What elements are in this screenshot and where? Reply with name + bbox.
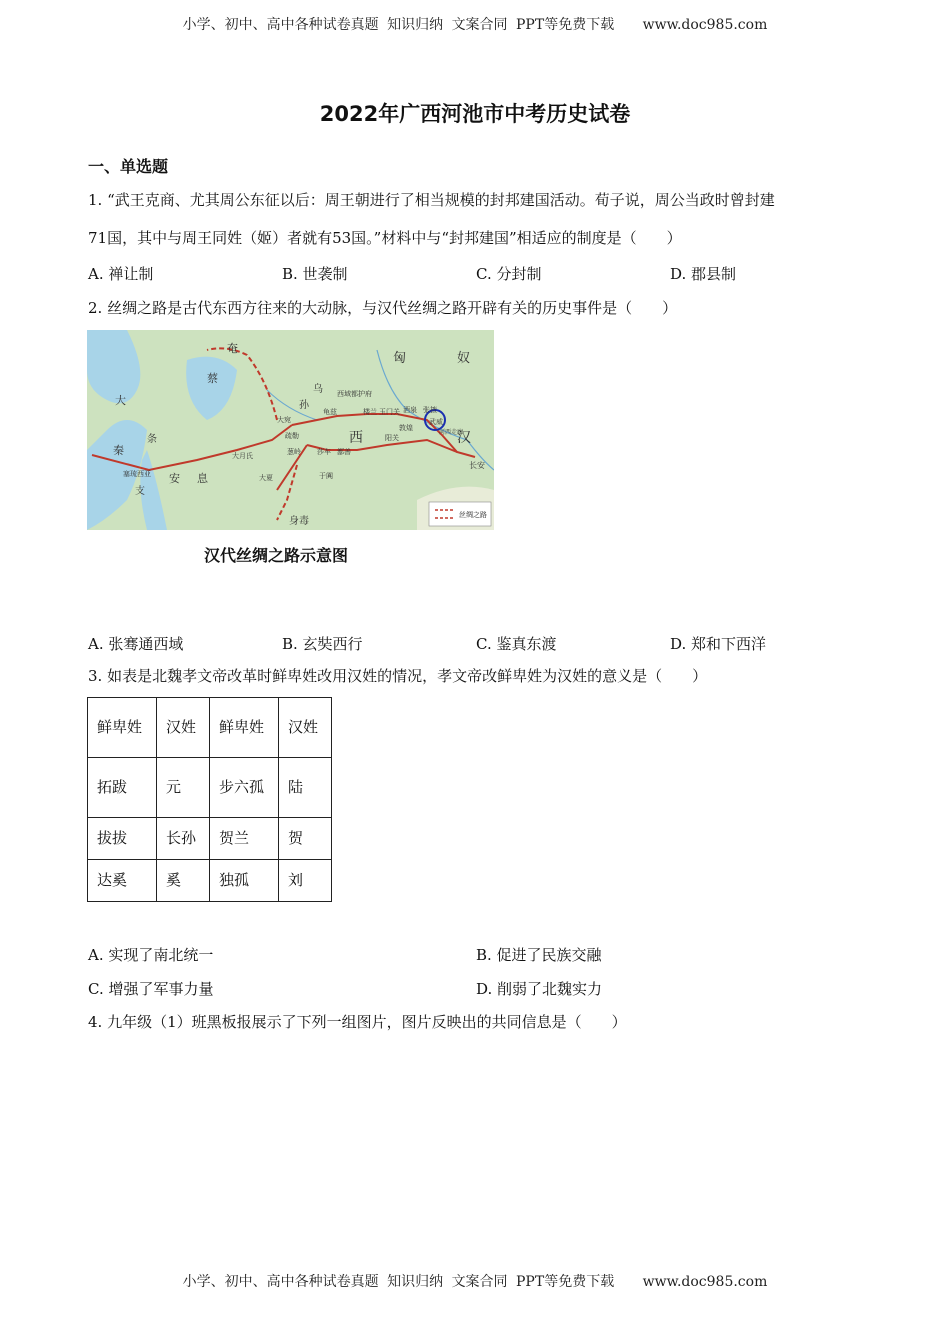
map-label-wu: 乌	[313, 384, 323, 395]
question-3-stem: 3. 如表是北魏孝文帝改革时鲜卑姓改用汉姓的情况，孝文帝改鲜卑姓为汉姓的意义是（ ）	[88, 667, 708, 685]
footer-item: 文案合同	[451, 1274, 508, 1290]
map-label-wuwei: 武威	[429, 418, 443, 426]
q3-option-a[interactable]: A. 实现了南北统一	[88, 946, 214, 964]
map-label-sun: 孙	[299, 400, 309, 411]
header-item: PPT等免费下载	[516, 17, 615, 33]
table-cell: 刘	[279, 860, 332, 902]
question-4-stem: 4. 九年级（1）班黑板报展示了下列一组图片，图片反映出的共同信息是（ ）	[88, 1013, 627, 1031]
footer-item: PPT等免费下载	[516, 1274, 615, 1290]
header-item: 小学、初中、高中各种试卷真题	[182, 17, 379, 33]
table-header-cell: 汉姓	[279, 698, 332, 758]
question-1-line-1: 1. “武王克商、尤其周公东征以后：周王朝进行了相当规模的封邦建国活动。荀子说，周公当政时曾封建	[88, 191, 775, 209]
map-label-xi: 息	[197, 472, 208, 485]
q2-option-b[interactable]: B. 玄奘西行	[282, 635, 363, 653]
silk-road-map	[87, 330, 494, 530]
table-row	[88, 698, 332, 758]
map-label-selucia: 塞琉西亚	[123, 470, 151, 478]
map-label-xiongnu: 奴	[457, 351, 471, 366]
map-label-zhi: 支	[135, 486, 145, 497]
map-label-loulan: 楼兰	[363, 408, 377, 416]
table-cell: 奚	[157, 860, 210, 902]
q3-option-c[interactable]: C. 增强了军事力量	[88, 980, 214, 998]
map-legend: 丝绸之路	[459, 511, 487, 519]
header-item: 文案合同	[451, 17, 508, 33]
footer-item: 知识归纳	[387, 1274, 444, 1290]
map-label-dunhuang: 敦煌	[399, 424, 413, 432]
map-label-dayuan: 大宛	[277, 416, 291, 424]
map-label-xiongnu: 匈	[393, 351, 407, 366]
table-cell: 长孙	[157, 818, 210, 860]
q1-option-d[interactable]: D. 郡县制	[670, 265, 737, 283]
map-label-congling: 葱岭	[287, 448, 301, 456]
page-title: 2022年广西河池市中考历史试卷	[319, 102, 631, 126]
surname-table	[87, 697, 332, 902]
map-label-zhangye: 张掖	[423, 406, 437, 414]
map-label-qin: 秦	[113, 444, 124, 457]
header-item: 知识归纳	[387, 17, 444, 33]
table-cell: 贺	[279, 818, 332, 860]
map-label-shache: 莎车	[317, 448, 331, 456]
map-label-xiyu: 西域都护府	[337, 390, 372, 398]
q3-option-d[interactable]: D. 削弱了北魏实力	[476, 980, 603, 998]
q2-option-c[interactable]: C. 鉴真东渡	[476, 635, 557, 653]
map-label-shanshan: 鄯善	[337, 448, 351, 456]
map-label-da: 大	[115, 394, 126, 407]
question-2-stem: 2. 丝绸之路是古代东西方往来的大动脉，与汉代丝绸之路开辟有关的历史事件是（ ）	[88, 299, 678, 317]
q1-option-b[interactable]: B. 世袭制	[282, 265, 348, 283]
map-label-an: 安	[169, 472, 180, 485]
table-cell: 陆	[279, 758, 332, 818]
map-label-yangguan: 阳关	[385, 434, 399, 442]
table-cell: 独孤	[210, 860, 279, 902]
q1-option-a[interactable]: A. 禅让制	[88, 265, 154, 283]
map-label-hexi: 河西走廊	[439, 429, 464, 436]
map-label-han: 汉	[457, 430, 471, 446]
map-label-qiuci: 龟兹	[323, 408, 337, 416]
map-label-xi-region: 西	[349, 430, 363, 446]
table-header-cell: 鲜卑姓	[210, 698, 279, 758]
table-cell: 达奚	[88, 860, 157, 902]
q2-option-d[interactable]: D. 郑和下西洋	[670, 635, 767, 653]
table-cell: 拔拔	[88, 818, 157, 860]
table-row	[88, 860, 332, 902]
table-cell: 元	[157, 758, 210, 818]
page-footer	[0, 1271, 950, 1291]
question-1-line-2: 71国，其中与周王同姓（姬）者就有53国。”材料中与“封邦建国”相适应的制度是（ ）	[88, 229, 682, 247]
q3-option-b[interactable]: B. 促进了民族交融	[476, 946, 602, 964]
table-header-cell: 鲜卑姓	[88, 698, 157, 758]
table-header-cell: 汉姓	[157, 698, 210, 758]
table-cell: 步六孤	[210, 758, 279, 818]
page-header	[0, 14, 950, 34]
map-label-daxia: 大夏	[259, 474, 273, 482]
map-label-shendu: 身毒	[289, 516, 309, 527]
header-url[interactable]: www.doc985.com	[642, 17, 768, 33]
section-heading: 一、单选题	[88, 157, 169, 176]
q2-option-a[interactable]: A. 张骞通西域	[88, 635, 184, 653]
map-label-yutian: 于阗	[319, 472, 333, 480]
map-label-changan: 长安	[469, 461, 485, 470]
table-cell: 拓跋	[88, 758, 157, 818]
footer-item: 小学、初中、高中各种试卷真题	[182, 1274, 379, 1290]
table-cell: 贺兰	[210, 818, 279, 860]
map-label-yumen: 玉门关	[379, 408, 400, 416]
map-caption: 汉代丝绸之路示意图	[204, 546, 349, 565]
map-label-yan: 奄	[227, 342, 238, 355]
q1-option-c[interactable]: C. 分封制	[476, 265, 542, 283]
table-row	[88, 818, 332, 860]
map-label-jiuquan: 酒泉	[403, 406, 417, 414]
table-row	[88, 758, 332, 818]
map-label-cai: 蔡	[207, 372, 218, 385]
map-label-shule: 疏勒	[285, 432, 299, 440]
footer-url[interactable]: www.doc985.com	[642, 1274, 768, 1290]
map-label-dayuezhi: 大月氏	[232, 452, 253, 460]
map-label-tiao: 条	[147, 434, 157, 445]
